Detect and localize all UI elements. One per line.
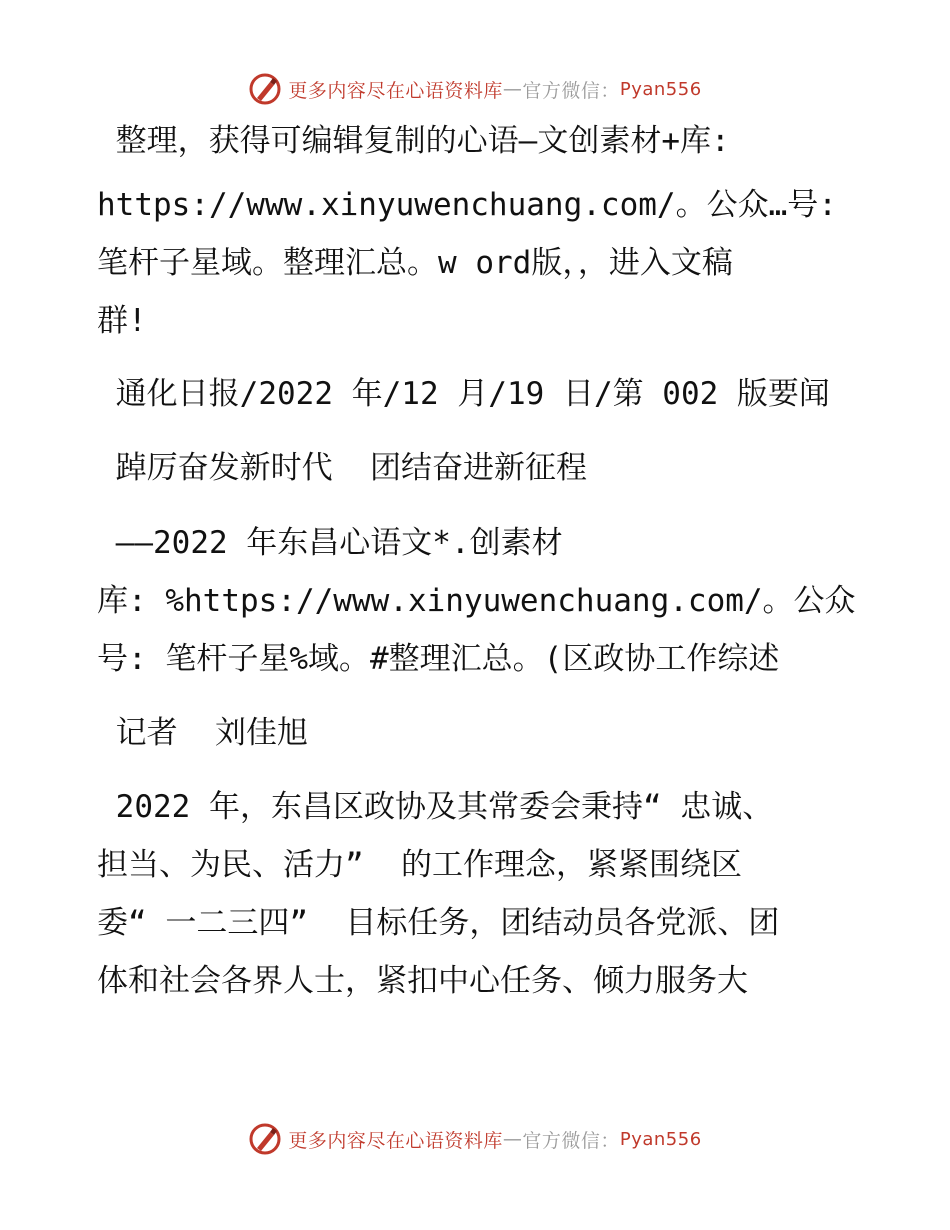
body-line-4: 群! (97, 303, 147, 339)
watermark-main-text: 更多内容尽在心语资料库 (288, 1129, 503, 1152)
watermark-footer (0, 1122, 950, 1156)
pen-logo-icon (248, 72, 282, 106)
body-line-1: 整理，获得可编辑复制的心语—文创素材+库: (97, 123, 730, 159)
paragraph-line-3: 委“ 一二三四” 目标任务，团结动员各党派、团 (97, 905, 780, 941)
watermark-id: Pyan556 (619, 78, 702, 100)
pen-logo-icon (248, 1122, 282, 1156)
article-title: 踔厉奋发新时代 团结奋进新征程 (97, 450, 587, 486)
article-subtitle: ——2022 年东昌心语文*.创素材 (97, 525, 563, 561)
watermark-sub-text: 官方微信： (522, 79, 620, 102)
watermark-main-text: 更多内容尽在心语资料库 (288, 79, 503, 102)
body-line-8: 库: %https://www.xinyuwenchuang.com/。公众 (97, 583, 856, 619)
paragraph-line-2: 担当、为民、活力” 的工作理念，紧紧围绕区 (97, 847, 742, 883)
watermark-sub-text: 官方微信： (522, 1129, 620, 1152)
watermark-header (0, 72, 950, 106)
newspaper-source: 通化日报/2022 年/12 月/19 日/第 002 版要闻 (97, 376, 830, 412)
watermark-dash: — (502, 78, 523, 100)
reporter-byline: 记者 刘佳旭 (97, 715, 308, 751)
body-line-3: 笔杆子星域。整理汇总。w ord版，，进入文稿 (97, 245, 733, 281)
watermark-id: Pyan556 (619, 1128, 702, 1150)
watermark-dash: — (502, 1128, 523, 1150)
paragraph-line-4: 体和社会各界人士，紧扣中心任务、倾力服务大 (97, 963, 748, 999)
body-line-2: https://www.xinyuwenchuang.com/。公众…号: (97, 187, 837, 223)
body-line-9: 号: 笔杆子星%域。#整理汇总。(区政协工作综述 (97, 641, 780, 677)
paragraph-line-1: 2022 年，东昌区政协及其常委会秉持“ 忠诚、 (97, 789, 774, 825)
